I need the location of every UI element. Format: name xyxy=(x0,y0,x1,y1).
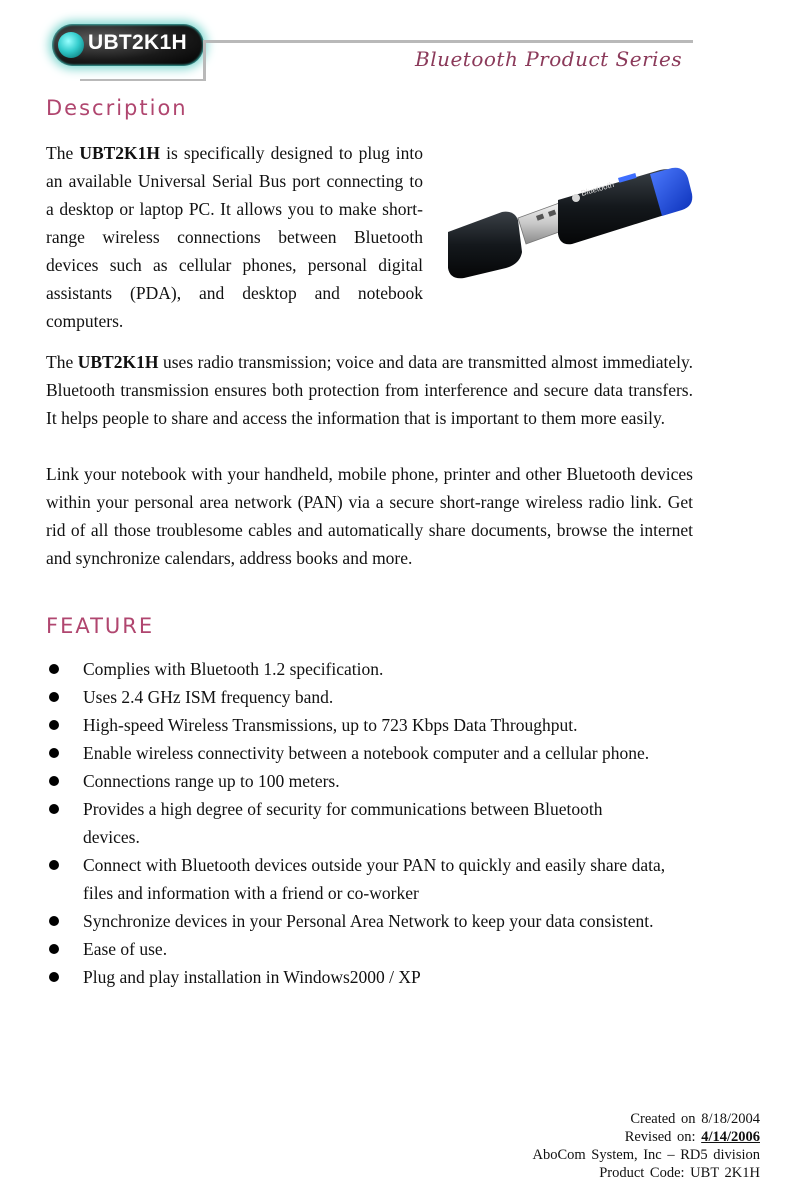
document-footer xyxy=(460,1110,760,1182)
dongle-brand-label: Bluetooth xyxy=(580,179,616,198)
product-logo xyxy=(52,24,204,66)
revised-line: Revised on: 4/14/2006 xyxy=(624,1129,760,1145)
product-code-line: Product Code: UBT 2K1H xyxy=(599,1165,760,1181)
p2-product-name: UBT2K1H xyxy=(77,352,159,372)
logo-text: UBT2K1H xyxy=(88,31,187,54)
header-divider-vertical xyxy=(203,40,206,80)
feature-item: Plug and play installation in Windows2000 / XP xyxy=(46,963,706,991)
series-title: Bluetooth Product Series xyxy=(415,47,683,71)
logo-orb-icon xyxy=(58,32,84,58)
p1-text: is specifically designed to plug into an available Universal Serial Bus port connecting to a desktop or laptop PC. It allows you to make short-range wireless connections between Bluetooth devices such as cellular phones, personal digital assistants (PDA), and desktop and notebook computers. xyxy=(46,143,424,331)
feature-list xyxy=(46,655,706,991)
feature-item: Complies with Bluetooth 1.2 specification. xyxy=(46,655,706,683)
header-divider-horizontal xyxy=(203,40,693,43)
bullet-icon xyxy=(49,664,59,674)
bullet-icon xyxy=(49,692,59,702)
description-paragraph-3: Link your notebook with your handheld, mobile phone, printer and other Bluetooth devices within your personal area network (PAN) via a secure short-range wireless radio link. Get rid of all those troublesome cables and automatically share documents, browse the internet and synchronize calendars, address books and more. xyxy=(46,464,693,568)
p1-intro: The xyxy=(46,143,74,163)
feature-item: Ease of use. xyxy=(46,935,706,963)
bullet-icon xyxy=(49,776,59,786)
bullet-icon xyxy=(49,720,59,730)
dongle-cap xyxy=(448,212,522,279)
bullet-icon xyxy=(49,944,59,954)
description-paragraph-2 xyxy=(46,348,693,432)
feature-item: Connections range up to 100 meters. xyxy=(46,767,706,795)
feature-item: High-speed Wireless Transmissions, up to 723 Kbps Data Throughput. xyxy=(46,711,706,739)
bullet-icon xyxy=(49,748,59,758)
p2-intro: The xyxy=(46,352,74,372)
created-date: 8/18/2004 xyxy=(701,1111,760,1127)
feature-item: Connect with Bluetooth devices outside your PAN to quickly and easily share data, files and information with a friend or co-worker xyxy=(46,851,683,907)
description-heading: Description xyxy=(46,96,188,120)
p2-text: uses radio transmission; voice and data are transmitted almost immediately. Bluetooth transmission ensures both protection from interference and secure data transfers. It helps people to share and access the information that is important to them more easily. xyxy=(46,352,693,428)
feature-item: Uses 2.4 GHz ISM frequency band. xyxy=(46,683,706,711)
description-paragraph-1 xyxy=(46,139,423,335)
company-line: AboCom System, Inc – RD5 division xyxy=(532,1147,760,1163)
feature-item: Synchronize devices in your Personal Area Network to keep your data consistent. xyxy=(46,907,706,935)
feature-item: Enable wireless connectivity between a notebook computer and a cellular phone. xyxy=(46,739,706,767)
feature-heading: FEATURE xyxy=(46,614,155,638)
bullet-icon xyxy=(49,804,59,814)
bullet-icon xyxy=(49,916,59,926)
bullet-icon xyxy=(49,860,59,870)
feature-item: Provides a high degree of security for communications between Bluetooth devices. xyxy=(46,795,643,851)
usb-dongle-image xyxy=(440,160,695,280)
bullet-icon xyxy=(49,972,59,982)
revised-date: 4/14/2006 xyxy=(701,1129,760,1145)
bluetooth-icon xyxy=(572,194,580,202)
created-line: Created on 8/18/2004 xyxy=(630,1111,760,1127)
p1-product-name: UBT2K1H xyxy=(79,143,161,163)
header-divider-bottom xyxy=(80,79,206,81)
